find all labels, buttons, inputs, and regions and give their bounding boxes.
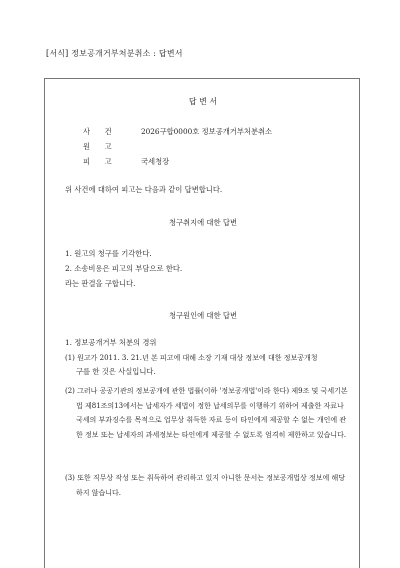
section2-subtitle: 1. 정보공개거부 처분의 경위 (65, 338, 157, 347)
paragraph-1-line-2: 구를 한 것은 사실입니다. (76, 367, 156, 376)
paragraph-2: (2) 그러나 공공기관의 정보공개에 관한 법률(이하 '정보공개법'이라 한다) 제9조 및 국세기본법 제81조의13에서는 납세자가 세법이 정한 납세의무를 이행하기 위하여 제출한 자료나 국세의 부과징수를 목적으로 업무상 취득한 자료 등이 타인에게 제공할 수 없는 개인에 관한 정보 또는 납세자의 과세정보는 타인에게 제공할 수 없도록 엄격히 제한하고 있습니다. (65, 387, 348, 439)
intro-text: 위 사건에 대하여 피고는 다음과 같이 답변합니다. (65, 185, 223, 194)
document-title: 답 변 서 (188, 97, 218, 106)
section1-item: 1. 원고의 청구를 기각한다. (65, 249, 152, 258)
document-header: [서식] 정보공개거부처분취소 : 답변서 (46, 49, 183, 58)
answer-form-box (44, 78, 360, 568)
section2-heading: 청구원인에 대한 답변 (168, 311, 238, 320)
section1-item: 라는 판결을 구합니다. (65, 279, 136, 288)
defendant-label: 피 고 (83, 157, 112, 166)
paragraph-1-line-1: (1) 원고가 2011. 3. 21.년 본 피고에 대해 소장 기재 대상 정보에 대한 정보공개청 (65, 354, 318, 362)
case-value: 2026구합0000호 정보공개거부처분취소 (141, 127, 273, 136)
plaintiff-label: 원 고 (83, 142, 112, 151)
paragraph-3: (3) 또한 직무상 작성 또는 취득하여 관리하고 있지 아니한 문서는 정보공개법상 정보에 해당하지 않습니다. (65, 474, 346, 497)
defendant-value: 국세청장 (141, 157, 170, 166)
section1-heading: 청구취지에 대한 답변 (168, 218, 238, 227)
section1-item: 2. 소송비용은 피고의 부담으로 한다. (65, 264, 183, 273)
case-label: 사 건 (83, 127, 112, 136)
